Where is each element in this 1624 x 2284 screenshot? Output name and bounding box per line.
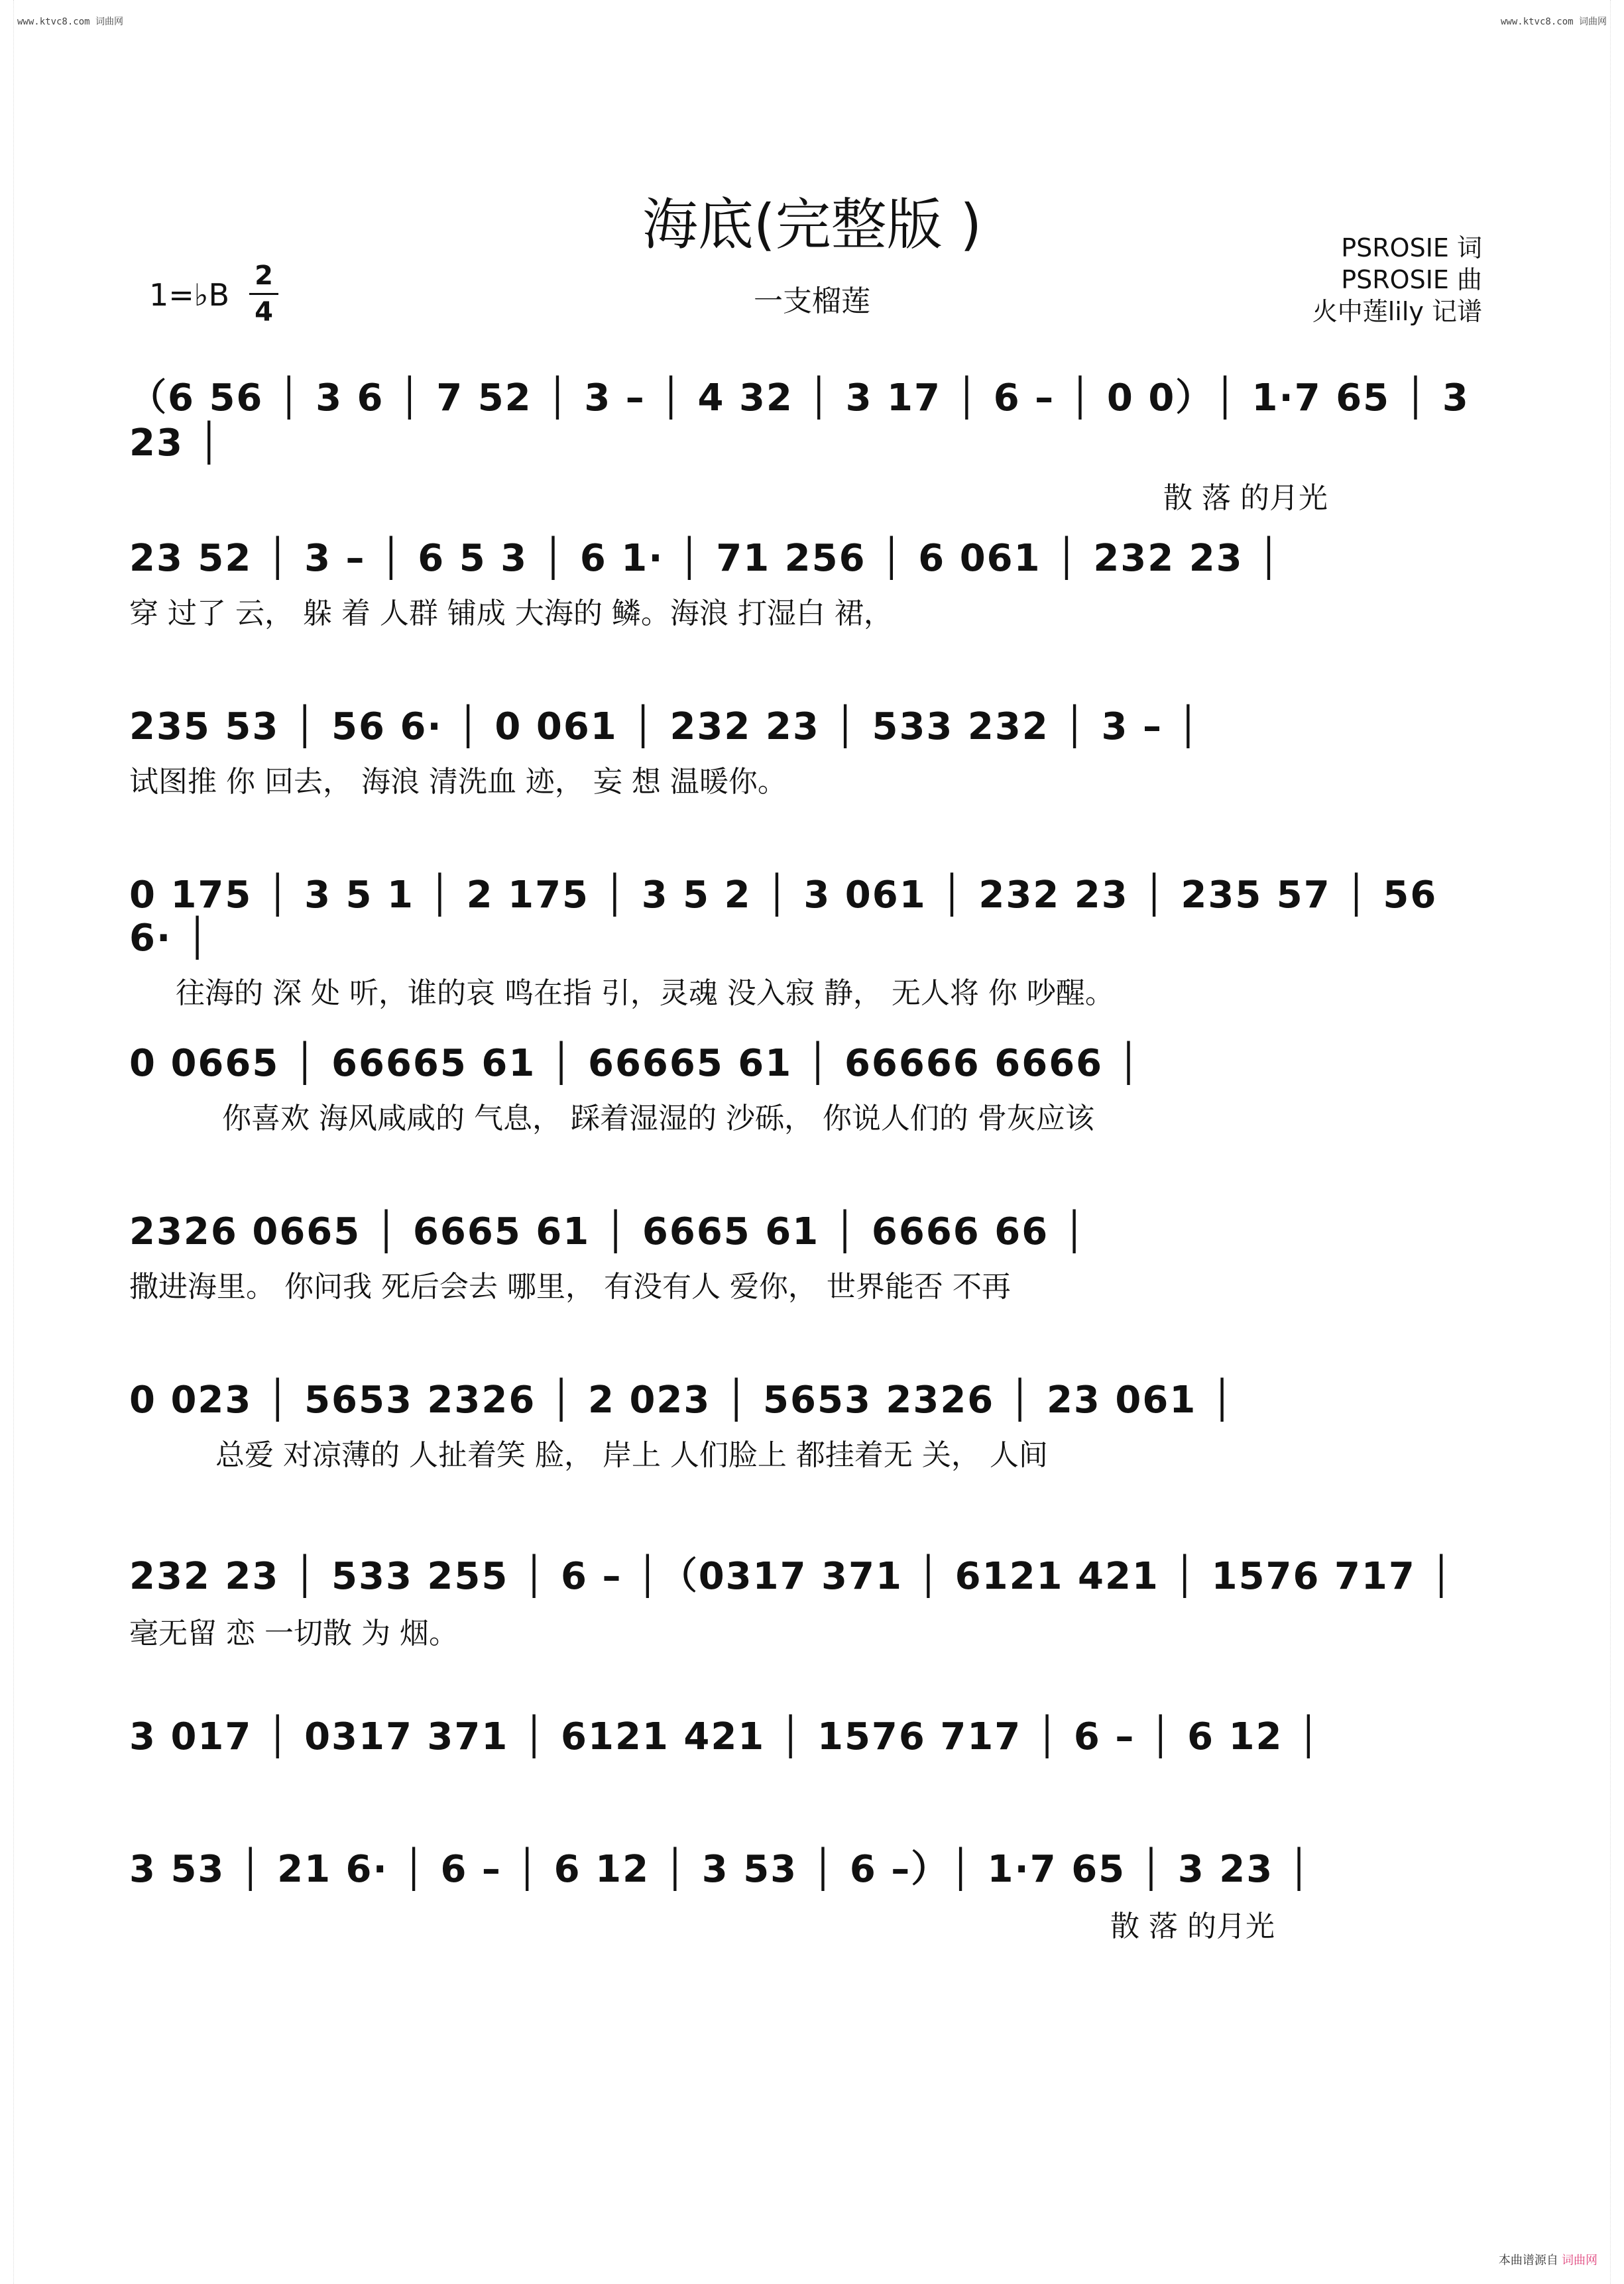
staff-lyrics: 散 落 的月光 xyxy=(1163,481,1328,515)
staff-6 xyxy=(129,1210,1488,1305)
staff-8 xyxy=(129,1547,1488,1652)
staff-notes: 232 23 │ 533 255 │ 6 – │（0317 371 │ 6121 421 │ 1576 717 │ xyxy=(129,1555,1454,1598)
singer-name: 一支榴莲 xyxy=(754,284,870,318)
staff-notes: （6 56 │ 3 6 │ 7 52 │ 3 – │ 4 32 │ 3 17 │ 6 – │ 0 0）│ 1·7 65 │ 3 23 │ xyxy=(129,376,1470,465)
staff-notes: 3 017 │ 0317 371 │ 6121 421 │ 1576 717 │ 6 – │ 6 12 │ xyxy=(129,1715,1321,1758)
staff-lyrics: 撒进海里。 你问我 死后会去 哪里， 有没有人 爱你， 世界能否 不再 xyxy=(129,1270,1011,1304)
staff-lyrics: 散 落 的月光 xyxy=(1110,1910,1275,1943)
staff-lyrics: 总爱 对凉薄的 人扯着笑 脸， 岸上 人们脸上 都挂着无 关， 人间 xyxy=(215,1438,1048,1472)
site-watermark-left: www.ktvc8.com 词曲网 xyxy=(17,17,124,27)
staff-notes: 2326 0665 │ 6665 61 │ 6665 61 │ 6666 66 │ xyxy=(129,1210,1087,1253)
staff-4 xyxy=(129,874,1488,1011)
site-watermark-right: www.ktvc8.com 词曲网 xyxy=(1500,17,1607,27)
staff-lyrics: 往海的 深 处 听，谁的哀 鸣在指 引，灵魂 没入寂 静， 无人将 你 吵醒。 xyxy=(176,976,1114,1010)
staff-5 xyxy=(129,1042,1488,1137)
staff-lyrics: 你喜欢 海风咸咸的 气息， 踩着湿湿的 沙砾， 你说人们的 骨灰应该 xyxy=(222,1102,1094,1135)
time-signature-top: 2 xyxy=(255,260,273,291)
staff-notes: 3 53 │ 21 6· │ 6 – │ 6 12 │ 3 53 │ 6 –）│ 1·7 65 │ 3 23 │ xyxy=(129,1848,1312,1891)
staff-2 xyxy=(129,537,1488,632)
staff-10 xyxy=(129,1840,1488,1945)
footer-source xyxy=(1499,2251,1597,2268)
staff-9 xyxy=(129,1715,1488,1768)
left-margin-strip xyxy=(0,0,14,2284)
staff-notes: 235 53 │ 56 6· │ 0 061 │ 232 23 │ 533 232 │ 3 – │ xyxy=(129,705,1201,748)
key-signature: 1=♭B xyxy=(149,277,230,313)
staff-lyrics: 穿 过了 云， 躲 着 人群 铺成 大海的 鳞。海浪 打湿白 裙， xyxy=(129,597,893,630)
composer-credit: PSROSIE 曲 xyxy=(1341,265,1482,294)
staff-7 xyxy=(129,1379,1488,1473)
footer-source-text: 本曲谱源自 xyxy=(1498,2254,1558,2267)
footer-brand-link[interactable]: 词曲网 xyxy=(1562,2254,1597,2267)
song-title: 海底(完整版 ) xyxy=(642,192,982,257)
staff-notes: 0 175 │ 3 5 1 │ 2 175 │ 3 5 2 │ 3 061 │ 232 23 │ 235 57 │ 56 6· │ xyxy=(129,874,1438,960)
staff-lyrics: 试图推 你 回去， 海浪 清洗血 迹， 妄 想 温暖你。 xyxy=(129,765,787,799)
right-margin-strip xyxy=(1610,0,1624,2284)
time-signature-bottom: 4 xyxy=(255,297,273,327)
staff-notes: 23 52 │ 3 – │ 6 5 3 │ 6 1· │ 71 256 │ 6 061 │ 232 23 │ xyxy=(129,537,1281,580)
lyricist-credit: PSROSIE 词 xyxy=(1341,233,1482,262)
staff-lyrics: 毫无留 恋 一切散 为 烟。 xyxy=(129,1617,458,1650)
staff-1 xyxy=(129,369,1488,516)
staff-3 xyxy=(129,705,1488,800)
staff-notes: 0 023 │ 5653 2326 │ 2 023 │ 5653 2326 │ 23 061 │ xyxy=(129,1379,1235,1422)
staff-notes: 0 0665 │ 66665 61 │ 66665 61 │ 66666 6666 │ xyxy=(129,1042,1141,1085)
transcriber-credit: 火中莲lily 记谱 xyxy=(1312,297,1482,326)
